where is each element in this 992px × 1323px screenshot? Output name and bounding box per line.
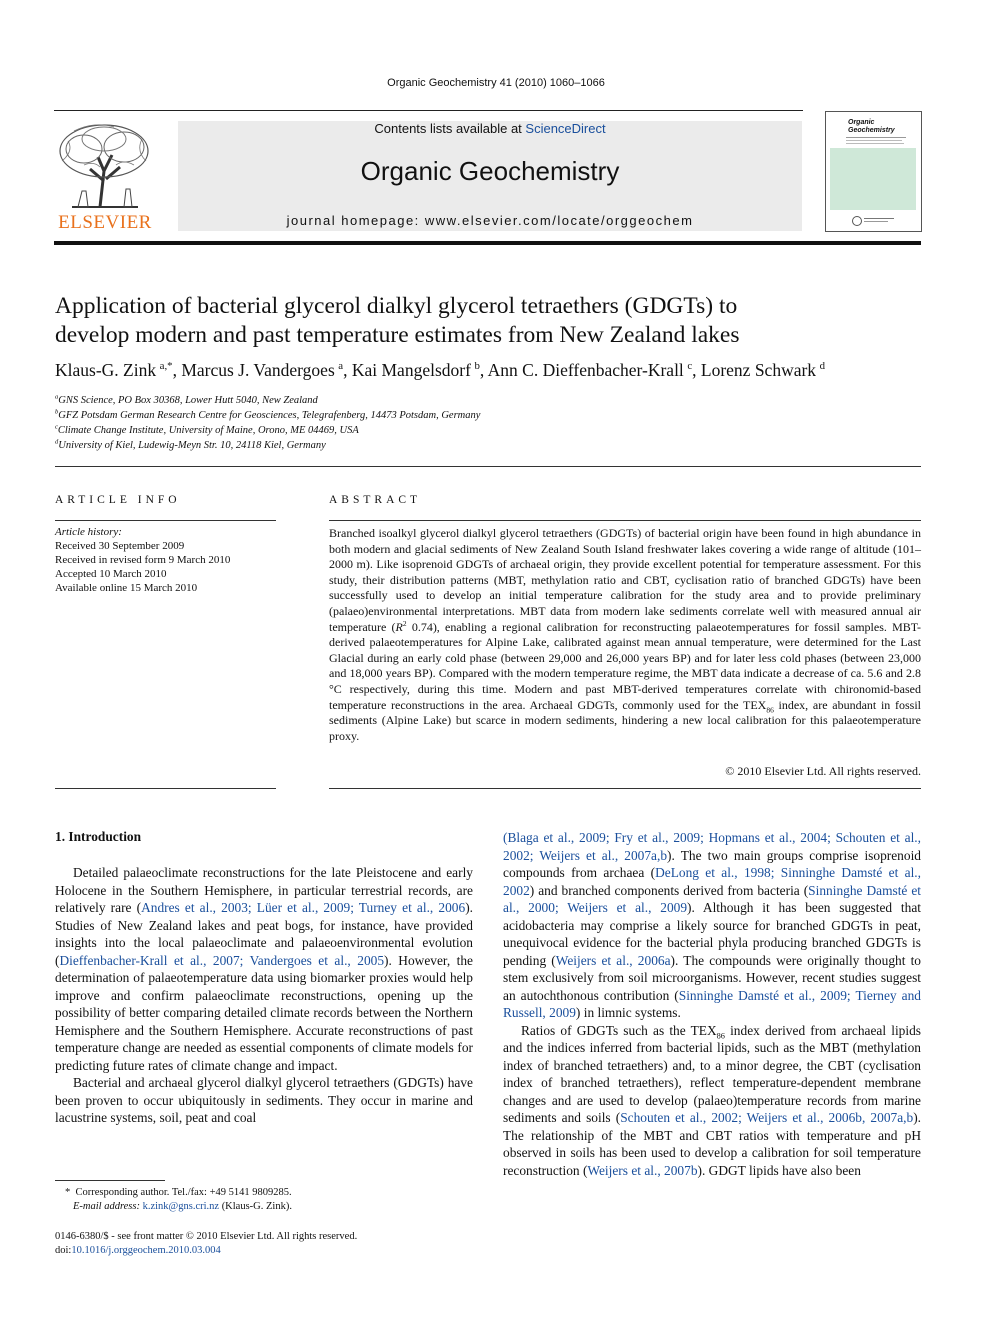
affiliations — [55, 393, 921, 453]
tex-subscript: 86 — [716, 1031, 725, 1041]
affiliation-mark: b — [55, 408, 59, 416]
citation-link[interactable]: DeLong et al., 1998; Sinninghe Damsté et al., 2002 — [503, 865, 921, 898]
citation-link[interactable]: Weijers et al., 2007b — [587, 1162, 698, 1178]
email-link[interactable]: k.zink@gns.cri.nz — [142, 1201, 220, 1212]
abstract-tex-subscript: 86 — [766, 704, 774, 714]
author-affiliation-mark[interactable]: c — [687, 360, 693, 373]
citation-link[interactable]: Dieffenbacher-Krall et al., 2007; Vandergoes et al., 2005 — [59, 952, 385, 968]
cover-logo-icon — [852, 216, 862, 226]
abstract-r-symbol: R — [395, 619, 403, 634]
author-separator: , — [692, 360, 701, 380]
text-run: ) in limnic systems. — [575, 1005, 681, 1020]
author-name: Lorenz Schwark — [700, 360, 817, 380]
elsevier-wordmark: ELSEVIER — [58, 212, 152, 233]
text-run: ). Studies of New Zealand lakes and peat bogs, for instance, have provided insights into the local palaeoclimate and palaeoenvironmental evolution ( — [55, 900, 473, 968]
author — [701, 360, 825, 380]
author-separator: , — [172, 360, 182, 380]
author-list — [55, 360, 921, 381]
body-paragraph — [503, 829, 921, 1022]
header-thick-rule — [54, 241, 921, 245]
footnote-rule — [55, 1180, 165, 1181]
affiliation-mark: d — [55, 438, 59, 446]
cover-title-line2: Geochemistry — [848, 127, 895, 134]
abstract-text — [329, 526, 921, 744]
email-owner: (Klaus-G. Zink). — [221, 1201, 292, 1212]
journal-homepage — [178, 213, 802, 228]
text-run: ) and branched components derived from bacteria ( — [529, 882, 809, 898]
abstract-bottom-rule — [329, 788, 921, 789]
author-affiliation-mark[interactable]: b — [474, 360, 480, 373]
author-name: Kai Mangelsdorf — [351, 360, 471, 380]
citation-link[interactable]: Sinninghe Damsté et al., 2009; Tierney and Russell, 2009 — [503, 987, 921, 1020]
history-online: Available online 15 March 2010 — [55, 582, 198, 594]
body-paragraph — [503, 1022, 921, 1180]
tree-icon — [54, 121, 156, 209]
body-paragraph: Bacterial and archaeal glycerol dialkyl glycerol tetraethers (GDGTs) have been proven to occur ubiquitously in sediments. They occur in marine and lacustrine systems, soil, peat and coal — [55, 1075, 473, 1125]
cover-green-panel — [830, 148, 916, 210]
abstract-heading: ABSTRACT — [329, 494, 422, 506]
author — [55, 360, 181, 380]
author — [181, 360, 352, 380]
issn-line: 0146-6380/$ - see front matter © 2010 Elsevier Ltd. All rights reserved. — [55, 1231, 358, 1242]
author-affiliation-mark[interactable]: d — [819, 360, 825, 373]
homepage-url[interactable]: www.elsevier.com/locate/orggeochem — [424, 213, 694, 228]
citation-link[interactable]: Andres et al., 2003; Lüer et al., 2009; Turney et al., 2006 — [141, 900, 466, 915]
affiliation-text: University of Kiel, Ludewig-Meyn Str. 10, 24118 Kiel, Germany — [58, 440, 326, 451]
doi-line — [55, 1244, 473, 1258]
corresponding-author-note: * Corresponding author. Tel./fax: +49 5141 9809285. — [65, 1187, 292, 1198]
history-accepted: Accepted 10 March 2010 — [55, 568, 167, 580]
footnotes — [55, 1186, 473, 1214]
author-name: Klaus-G. Zink — [55, 360, 157, 380]
abstract-r-exponent: 2 — [402, 618, 407, 628]
contents-line — [178, 121, 802, 136]
abstract-copyright: © 2010 Elsevier Ltd. All rights reserved. — [725, 764, 921, 778]
author-separator: , — [479, 360, 488, 380]
article-title — [55, 292, 921, 350]
history-received: Received 30 September 2009 — [55, 540, 185, 552]
article-info-rule — [55, 520, 276, 521]
author-separator: , — [343, 360, 352, 380]
affiliation — [55, 393, 921, 408]
body-column-left — [55, 864, 473, 1127]
text-run: ). However, the determination of palaeotemperature data using biomarker proxies would help improve and confirm palaeoclimate reconstructions, opening up the possibility of better comparing detailed climate records between the Northern Hemisphere and the Southern Hemisphere. Accurate reconstructions of past temperature change are needed as essential components of climate models for predicting future rates of climate change and impact. — [55, 952, 474, 1073]
title-line-2: develop modern and past temperature estimates from New Zealand lakes — [55, 322, 740, 348]
author — [352, 360, 488, 380]
email-note — [55, 1200, 473, 1214]
affiliation-text: GFZ Potsdam German Research Centre for Geosciences, Telegrafenberg, 14473 Potsdam, Germany — [58, 410, 481, 421]
issn-block — [55, 1230, 473, 1258]
article-info-bottom-rule — [55, 788, 276, 789]
citation-link[interactable]: Sinninghe Damsté et al., 2000; Weijers et al., 2009 — [503, 882, 921, 915]
affiliation-mark: a — [55, 393, 59, 401]
sciencedirect-link[interactable]: ScienceDirect — [525, 121, 606, 136]
author — [488, 360, 701, 380]
abstract-part: Branched isoalkyl glycerol dialkyl glycerol tetraethers (GDGTs) of bacterial origin have been found in high abundance in both modern and glacial sediments of New Zealand South Island freshwater lakes covering a wide range of altitude (101–2000 m). Like isoprenoid GDGTs of archaeal origin, they provide excellent potential for temperature assessment. For this study, their distribution patterns (MBT, methylation ratio and CBT, cyclisation ratio of branched GDGTs) have been successfully used to develop an initial temperature calibration for the study area and to provide preliminary (palaeo)environmental interpretations. MBT data from modern lake sediments correlate well with measured annual air temperature ( — [329, 526, 921, 634]
citation-link[interactable]: (Blaga et al., 2009; Fry et al., 2009; Hopmans et al., 2004; Schouten et al., 2002; Weijers et al., 2007a,b — [503, 830, 921, 863]
author-affiliation-mark[interactable]: a,* — [159, 360, 173, 373]
article-info-heading: ARTICLE INFO — [55, 494, 181, 506]
text-run: index derived from archaeal lipids and the indices inferred from bacterial lipids, such as the MBT (methylation index of branched tetraethers) and, to a minor degree, the CBT (cyclisation index of branched tetraethers), reflect temperature-dependent membrane changes and are used to develop (palaeo)temperature records from marine sediments and soils ( — [503, 1022, 921, 1125]
text-run: ). The compounds were originally thought to stem exclusively from soil microorganisms. However, recent studies suggest an autochthonous contribution ( — [503, 952, 922, 1003]
doi-link[interactable]: 10.1016/j.orggeochem.2010.03.004 — [71, 1245, 221, 1256]
affiliation-mark: c — [55, 423, 58, 431]
body-paragraph — [55, 864, 473, 1074]
abstract-part: 0.74), enabling a regional calibration for reconstructing palaeotemperatures for fossil samples. MBT-derived palaeotemperatures for Alpine Lake, calibrated against mean annual temperature, were determined for the Last Glacial during an early cold phase (between 29,000 and 26,000 years BP) and for later less cold phases (between 23,000 and 18,000 years BP). Compared with the modern temperature regime, the MBT data indicate a decrease of ca. 5.6 and 2.8 °C respectively, during this time. Modern and past MBT-derived temperatures correlate with chironomid-based temperature reconstructions in the area. Archaeal GDGTs, commonly used for the TEX — [329, 619, 922, 712]
citation-link[interactable]: Schouten et al., 2002; Weijers et al., 2006b, 2007a,b — [620, 1110, 914, 1125]
journal-cover-thumbnail — [825, 111, 922, 232]
affiliation — [55, 438, 921, 453]
author-affiliation-mark[interactable]: a — [338, 360, 344, 373]
corresponding-author-text: Corresponding author. Tel./fax: +49 5141 9809285. — [75, 1187, 292, 1198]
abstract-part: index, are abundant in fossil sediments (Alpine Lake) but scarce in modern sediments, hindering a new local calibration for this palaeotemperature proxy. — [329, 697, 921, 743]
contents-prefix: Contents lists available at — [374, 121, 526, 136]
affiliation-text: GNS Science, PO Box 30368, Lower Hutt 5040, New Zealand — [58, 395, 318, 406]
text-run: ). The relationship of the MBT and CBT ratios with temperature and pH observed in soils has been used to develop a calibration for soil temperature reconstruction ( — [503, 1110, 922, 1178]
citation-link[interactable]: Weijers et al., 2006a — [555, 952, 671, 968]
journal-title: Organic Geochemistry — [360, 156, 620, 186]
affiliation — [55, 423, 921, 438]
title-line-1: Application of bacterial glycerol dialkyl glycerol tetraethers (GDGTs) to — [55, 293, 738, 319]
text-run: Ratios of GDGTs such as the TEX — [521, 1022, 717, 1038]
homepage-prefix: journal homepage: — [286, 213, 425, 228]
header-top-rule — [54, 110, 803, 111]
affiliation-rule — [55, 466, 921, 467]
body-column-right — [503, 829, 921, 1179]
section-heading: 1. Introduction — [55, 829, 142, 844]
history-label: Article history: — [55, 526, 122, 538]
author-name: Marcus J. Vandergoes — [181, 360, 335, 380]
text-run: ). Although it has been suggested that acidobacteria may comprise a likely source for branched GDGTs in peat, unequivocal evidence for the bacterial phyla producing branched GDGTs is pending ( — [503, 900, 921, 968]
journal-reference: Organic Geochemistry 41 (2010) 1060–1066 — [387, 77, 605, 89]
history-revised: Received in revised form 9 March 2010 — [55, 554, 231, 566]
affiliation — [55, 408, 921, 423]
text-run: Detailed palaeoclimate reconstructions for the late Pleistocene and early Holocene in the Southern Hemisphere, in particular terrestrial records, are relatively rare ( — [55, 865, 473, 915]
affiliation-text: Climate Change Institute, University of Maine, Orono, ME 04469, USA — [57, 425, 359, 436]
doi-label: doi: — [55, 1245, 72, 1256]
article-history — [55, 525, 276, 595]
email-label: E-mail address: — [73, 1201, 140, 1212]
cover-title — [848, 119, 895, 135]
cover-title-line1: Organic — [848, 119, 875, 126]
author-name: Ann C. Dieffenbacher-Krall — [487, 360, 684, 380]
abstract-rule — [329, 520, 921, 521]
text-run: ). GDGT lipids have also been — [697, 1162, 861, 1178]
text-run: ). The two main groups comprise isoprenoid compounds from archaea ( — [503, 847, 921, 880]
